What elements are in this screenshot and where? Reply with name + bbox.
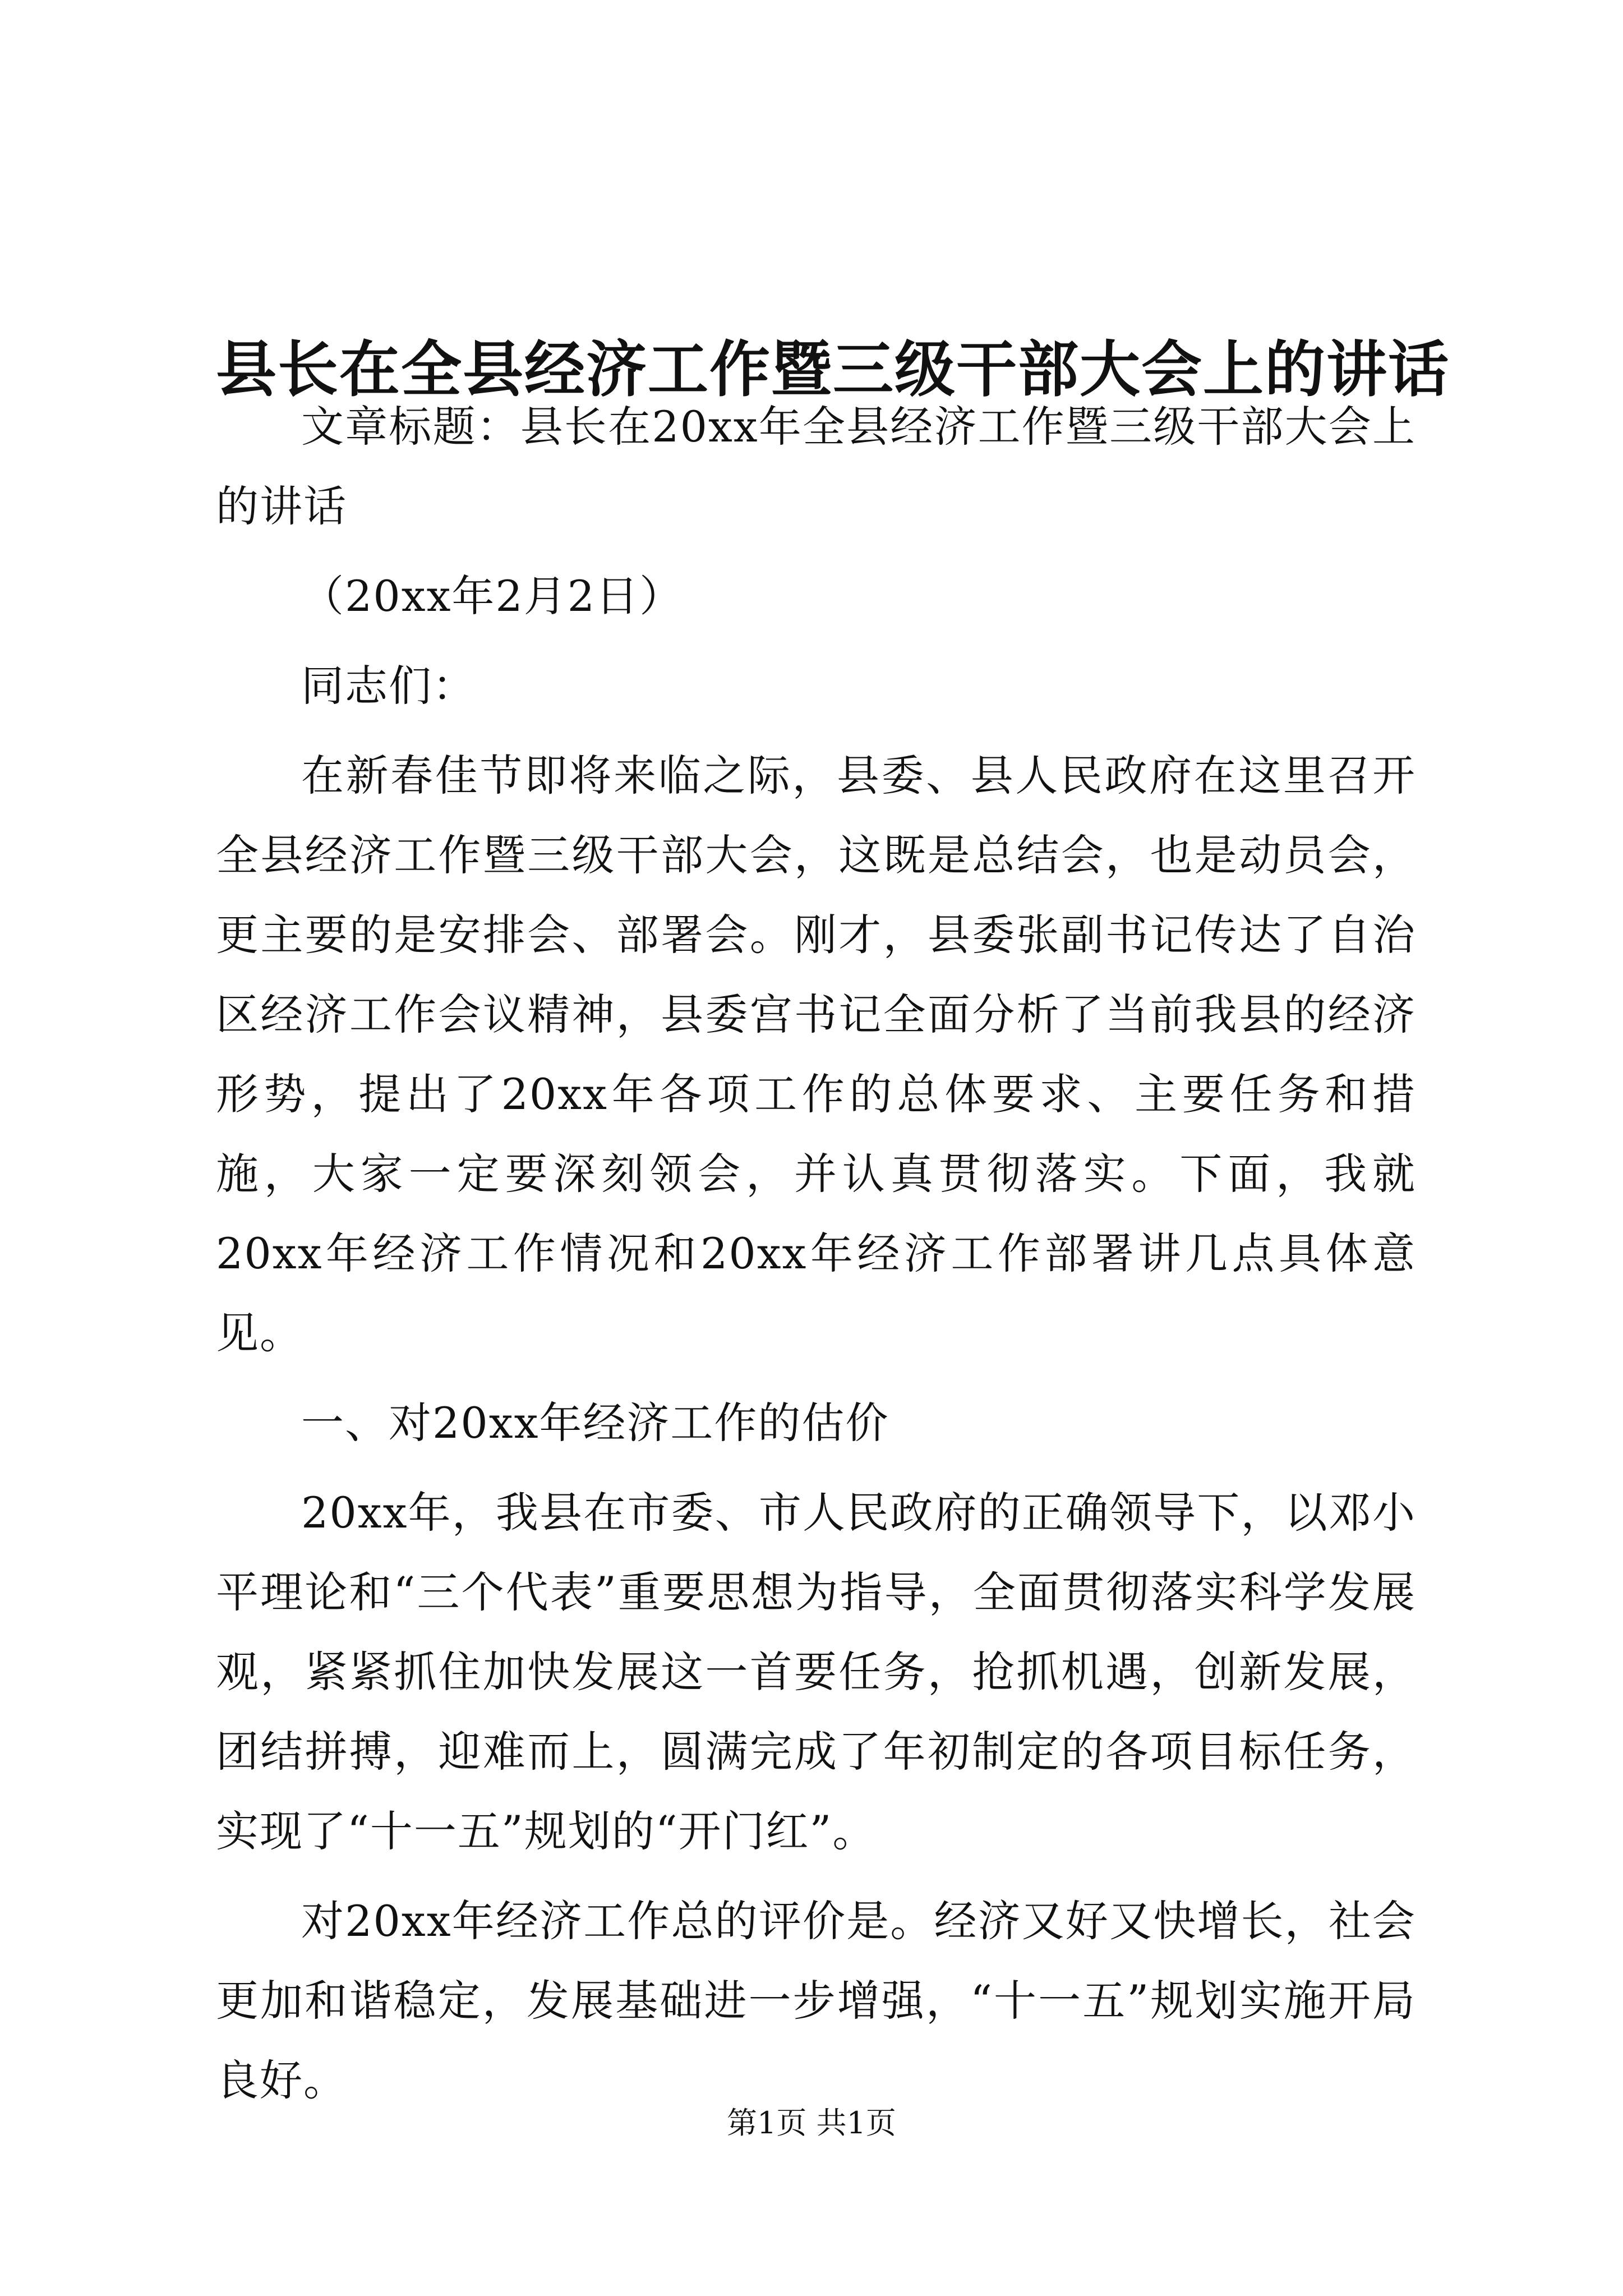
page-number-footer: 第1页 共1页	[727, 2105, 896, 2141]
section-heading: 一、对20xx年经济工作的估价	[301, 1398, 889, 1448]
document-body	[216, 387, 1416, 2120]
body-paragraph: 20xx年，我县在市委、市人民政府的正确领导下，以邓小平理论和“三个代表”重要思想为指导，全面贯彻落实科学发展观，紧紧抓住加快发展这一首要任务，抢抓机遇，创新发展，团结拼搏，迎难而上，圆满完成了年初制定的各项目标任务，实现了“十一五”规划的“开门红”。	[216, 1488, 1416, 1856]
article-title-paragraph: 文章标题：县长在20xx年全县经济工作暨三级干部大会上的讲话	[216, 402, 1416, 531]
document-title: 县长在全县经济工作暨三级干部大会上的讲话	[216, 334, 1450, 406]
date-line: （20xx年2月2日）	[301, 571, 684, 621]
body-paragraph: 在新春佳节即将来临之际，县委、县人民政府在这里召开全县经济工作暨三级干部大会，这既是总结会，也是动员会，更主要的是安排会、部署会。刚才，县委张副书记传达了自治区经济工作会议精神，县委宫书记全面分析了当前我县的经济形势，提出了20xx年各项工作的总体要求、主要任务和措施，大家一定要深刻领会，并认真贯彻落实。下面，我就20xx年经济工作情况和20xx年经济工作部署讲几点具体意见。	[216, 751, 1416, 1358]
salutation: 同志们：	[301, 661, 476, 711]
body-paragraph: 对20xx年经济工作总的评价是。经济又好又快增长，社会更加和谐稳定，发展基础进一步增强，“十一五”规划实施开局良好。	[216, 1896, 1416, 2105]
